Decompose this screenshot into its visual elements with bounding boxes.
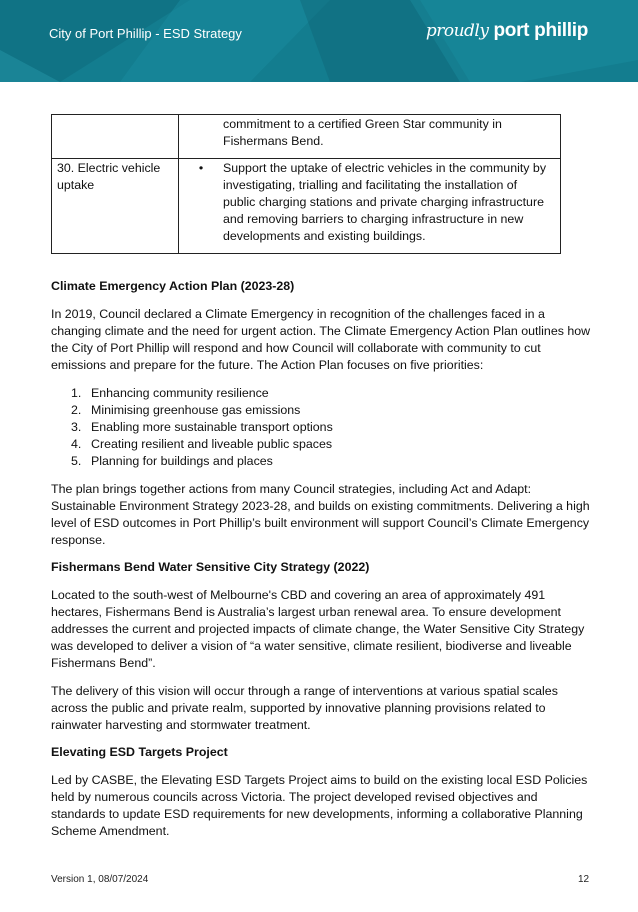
list-item: 5. Planning for buildings and places [71,454,273,468]
bullet-icon: • [198,161,204,175]
main-content [51,278,591,840]
actions-table [51,114,561,254]
paragraph: The delivery of this vision will occur through a range of interventions at various spatial scales across the public and private realm, supported by innovative planning provisions related to rainwater harvesting and stormwater treatment. [51,684,558,732]
footer-version: Version 1, 08/07/2024 [51,874,149,885]
page-header [0,0,638,82]
section-heading: Fishermans Bend Water Sensitive City Strategy (2022) [51,560,370,574]
paragraph: In 2019, Council declared a Climate Emergency in recognition of the challenges faced in a changing climate and the need for urgent action. The Climate Emergency Action Plan outlines how the City of Port Phillip will respond and how Council will collaborate with community to cut emissions and prepare for the future. The Action Plan focuses on five priorities: [51,307,591,372]
cell-text: Support the uptake of electric vehicles in the community by investigating, trialling and facilitating the installation of public charging stations and private charging infrastructure and removing barriers to charging infrastructure in new developments and existing buildings. [223,161,547,243]
port-phillip-logo [426,20,588,42]
list-item: 4. Creating resilient and liveable public spaces [71,437,333,451]
document-title: City of Port Phillip - ESD Strategy [49,26,242,41]
page-number: 12 [578,874,590,885]
list-item: 1. Enhancing community resilience [71,386,269,400]
section-heading: Elevating ESD Targets Project [51,745,228,759]
list-item: 3. Enabling more sustainable transport options [71,420,333,434]
priorities-list [51,385,591,470]
cell-text: commitment to a certified Green Star community in Fishermans Bend. [223,117,502,148]
logo-bold-text: port phillip [493,20,588,41]
table-cell-action: 30. Electric vehicle uptake [52,159,179,254]
table-row [52,159,561,254]
table-cell-description [179,159,561,254]
paragraph: The plan brings together actions from many Council strategies, including Act and Adapt: Sustainable Environment Strategy 2023-28, and builds on existing commitments. Delivering a high level of ESD outcomes in Port Phillip’s built environment will support Council’s Climate Emergency response. [51,482,590,547]
paragraph: Located to the south-west of Melbourne's CBD and covering an area of approximately 491 hectares, Fishermans Bend is Australia’s largest urban renewal area. To ensure development addresses the current and projected impacts of climate change, the Water Sensitive City Strategy was developed to deliver a vision of “a water sensitive, climate resilient, biodiverse and liveable Fishermans Bend”. [51,588,585,670]
paragraph: Led by CASBE, the Elevating ESD Targets Project aims to build on the existing local ESD Policies held by numerous councils across Victoria. The project developed revised objectives and standards to update ESD requirements for new developments, informing a collaborative Planning Scheme Amendment. [51,773,588,838]
table-cell-description [179,115,561,159]
table-row [52,115,561,159]
logo-script-text: proudly [425,21,489,41]
list-item: 2. Minimising greenhouse gas emissions [71,403,301,417]
section-heading: Climate Emergency Action Plan (2023-28) [51,279,295,293]
table-cell-action [52,115,179,159]
